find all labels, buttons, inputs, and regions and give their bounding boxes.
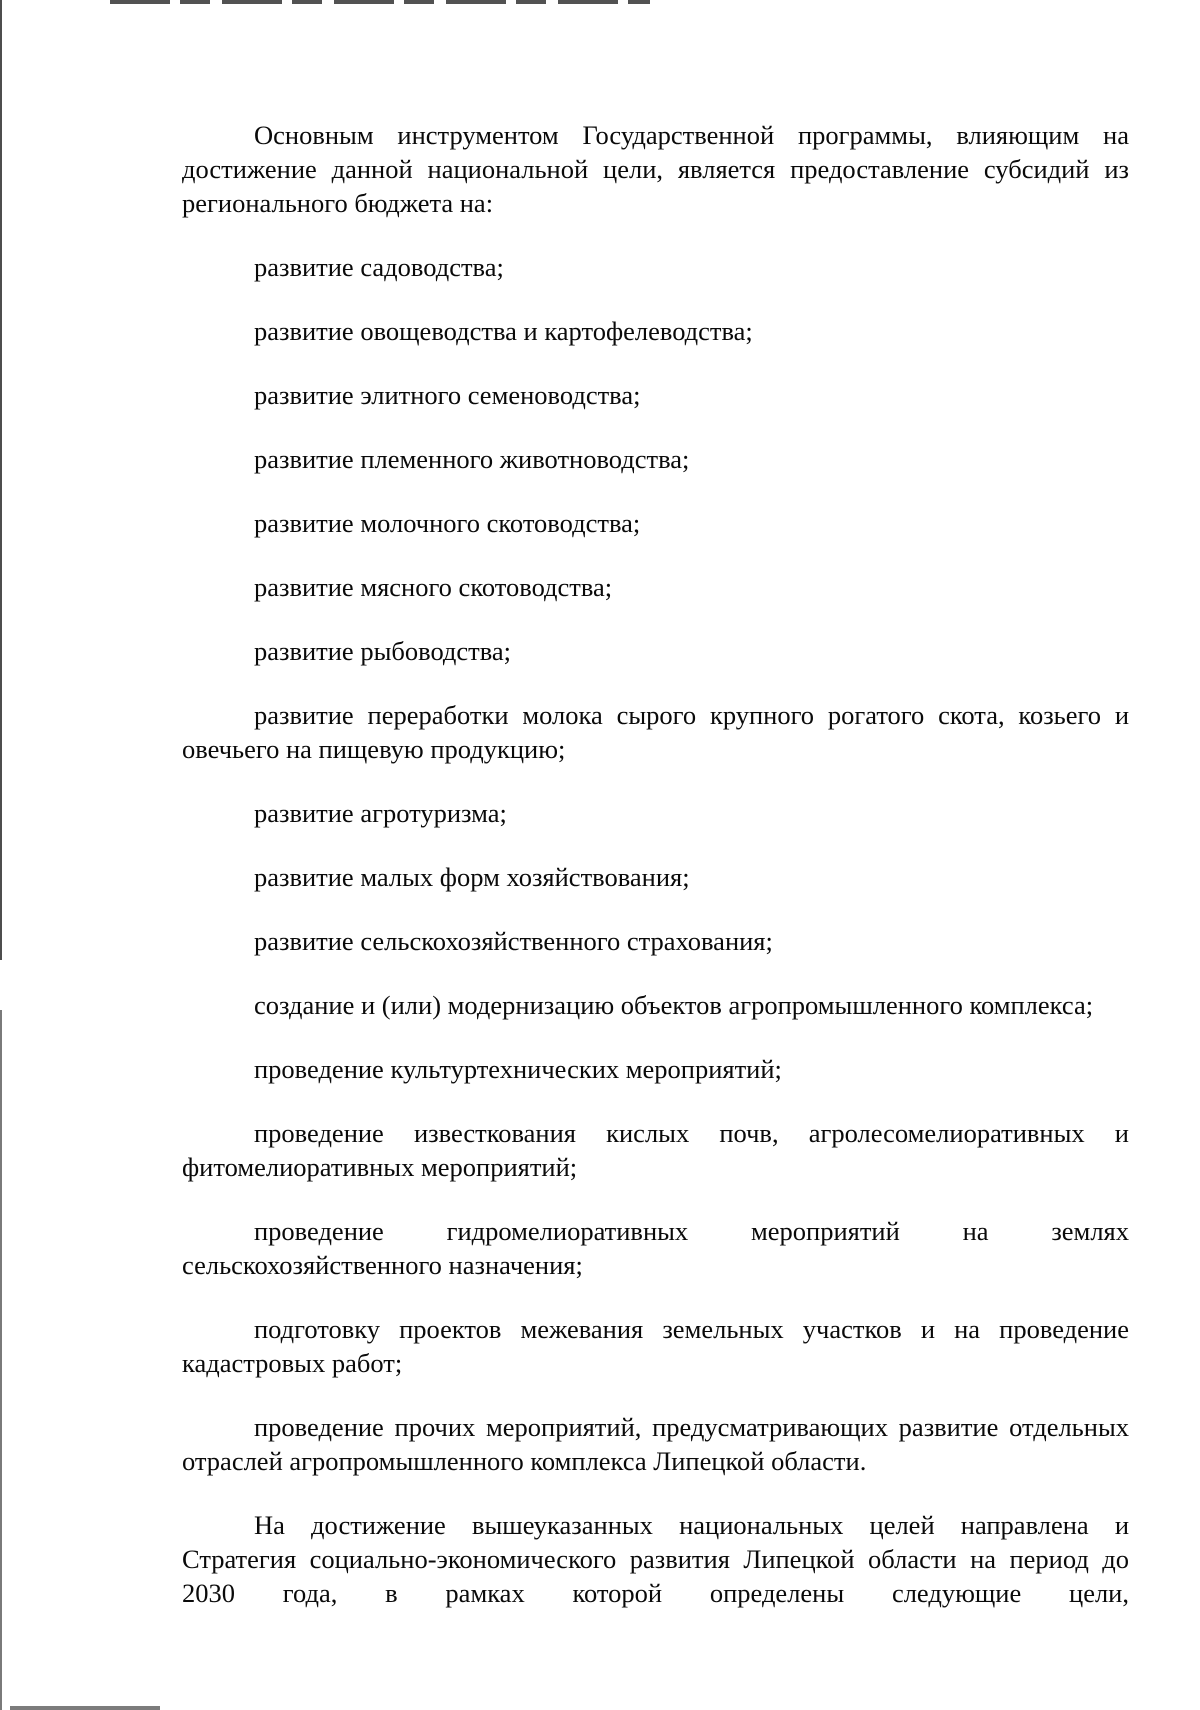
intro-paragraph: Основным инструментом Государственной программы, влияющим на достижение данной национальной цели, является предоставление субсидий из регионального бюджета на: <box>182 120 1129 218</box>
list-item: развитие рыбоводства; <box>254 636 512 666</box>
scan-artifact-bottom <box>10 1706 160 1710</box>
list-item: развитие малых форм хозяйствования; <box>254 862 690 892</box>
list-item: проведение известкования кислых почв, агролесомелиоративных и фитомелиоративных мероприятий; <box>182 1118 1129 1182</box>
document-body <box>182 118 1129 1610</box>
list-item: создание и (или) модернизацию объектов агропромышленного комплекса; <box>254 990 1094 1020</box>
list-item: развитие молочного скотоводства; <box>254 508 641 538</box>
list-item: проведение прочих мероприятий, предусматривающих развитие отдельных отраслей агропромышленного комплекса Липецкой области. <box>182 1412 1129 1476</box>
list-item: развитие элитного семеноводства; <box>254 380 641 410</box>
closing-paragraph: На достижение вышеуказанных национальных целей направлена и Стратегия социально-экономического развития Липецкой области на период до 2030 года, в рамках которой определены следующие цели, <box>182 1510 1129 1608</box>
scan-artifact-left <box>0 0 2 960</box>
list-item: развитие агротуризма; <box>254 798 507 828</box>
scan-artifact-left-lower <box>0 1010 2 1710</box>
list-item: развитие овощеводства и картофелеводства; <box>254 316 753 346</box>
list-item: развитие сельскохозяйственного страхования; <box>254 926 773 956</box>
list-item: развитие садоводства; <box>254 252 504 282</box>
list-item: развитие переработки молока сырого крупного рогатого скота, козьего и овечьего на пищевую продукцию; <box>182 700 1129 764</box>
list-item: развитие мясного скотоводства; <box>254 572 613 602</box>
scan-artifact-top <box>110 0 650 4</box>
list-item: развитие племенного животноводства; <box>254 444 690 474</box>
list-item: подготовку проектов межевания земельных участков и на проведение кадастровых работ; <box>182 1314 1129 1378</box>
list-item: проведение гидромелиоративных мероприятий на землях сельскохозяйственного назначения; <box>182 1216 1129 1280</box>
list-item: проведение культуртехнических мероприятий; <box>254 1054 782 1084</box>
